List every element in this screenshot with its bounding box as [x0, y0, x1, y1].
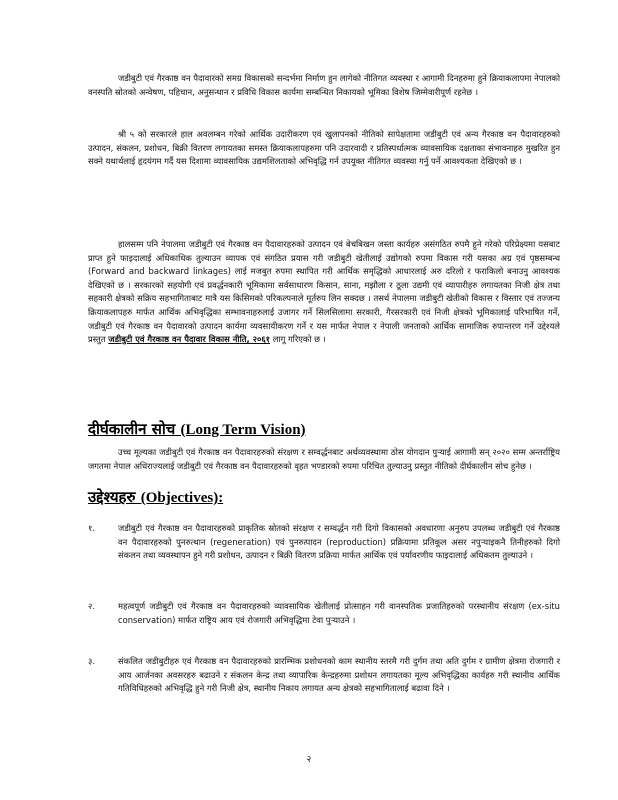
intro-paragraph-2-text: श्री ५ को सरकारले हाल अवलम्बन गरेको आर्थिक उदारीकरण एवं खुलापनको नीतिको सापेक्षतामा जडीबुटी एवं अन्य गैरकाष्ठ वन पैदावारहरुको उत्पादन, संकलन, प्रशोधन, बिक्री वितरण लगायतका समस्त क्रियाकलापहरुमा पनि उदारवादी र प्रतिस्पर्धात्मक व्यावसायिक दक्षताका संभावनाहरु मुखरित हुन सक्ने यथार्थलाई हृदयंगम गर्दै यस दिशामा व्यावसायिक उद्यमशिलताको अभिवृद्धि गर्न उपयुक्त नीतिगत व्यवस्था गर्नु पर्ने आवश्यकता देखिएको छ ।: [88, 129, 560, 167]
vision-paragraph-text: उच्च मूल्यका जडीबुटी एवं गैरकाष्ठ वन पैदावारहरुको संरक्षण र सम्वर्द्धनबाट अर्थव्यवस्थामा ठोस योगदान पुऱ्याई आगामी सन् २०२० सम्म अन्तर्राष्ट्रिय जगतमा नेपाल अधिराज्यलाई जडीबुटी एवं गैरकाष्ठ वन पैदावारहरुको वृहत भण्डारको रुपमा परिचित तुल्याउनु प्रस्तुत नीतिको दीर्घकालीन सोच हुनेछ ।: [88, 447, 560, 471]
objectives-heading-np: उद्देश्यहरु: [88, 488, 136, 506]
intro-paragraph-3: [88, 238, 560, 347]
policy-name: जडीबुटी एवं गैरकाष्ठ वन पैदावार विकास नीति, २०६१: [108, 334, 271, 345]
objective-text: संकलित जडीबुटीहरु एवं गैरकाष्ठ वन पैदावारहरुको प्रारम्भिक प्रशोधनको काम स्थानीय स्तरमै गरी दुर्गम तथा अति दुर्गम र ग्रामीण क्षेत्रमा रोजगारी र आय आर्जनका अवसरहरु बढाउने र संकलन केन्द्र तथा व्यापारिक केन्द्रहरुमा प्रशोधन लगायतका मूल्य अभिवृद्धिका कार्यहरु गरी स्थानीय आर्थिक गतिविधिहरुको अभिवृद्धि हुने गरी निजी क्षेत्र, स्थानीय निकाय लगायत अन्य क्षेत्रको सहभागितालाई बढावा दिने ।: [118, 656, 560, 694]
vision-heading-np: दीर्घकालीन सोच: [88, 420, 176, 438]
intro-paragraph-3-end: लागू गरिएको छ ।: [272, 334, 326, 345]
intro-paragraph-1: [88, 72, 560, 99]
intro-paragraph-3-text: हालसम्म पनि नेपालमा जडीबुटी एवं गैरकाष्ठ वन पैदावारहरुको उत्पादन एवं बेचबिखन जस्ता कार्यहरु असंगठित रुपमै हुने गरेको परिप्रेक्ष्यमा यसबाट प्राप्त हुने फाइदालाई अधिकाधिक तुल्याउन व्यापक एवं संगठित प्रयास गरी जडीबुटी खेतीलाई उद्योगको रुपमा विकास गरी यसका अग्र एवं पृष्ठसम्बन्ध (Forward and backward linkages) लाई मजबुत रुपमा स्थापित गरी आर्थिक समृद्धिको आधारलाई अरु दरिलो र फराकिलो बनाउनु आवश्यक देखिएको छ । सरकारको सहयोगी एवं प्रवर्द्धनकारी भूमिकामा सर्वसाधारण किसान, साना, मझौला र ठूला उद्यमी एवं व्यापारीहरु लगायतका निजी क्षेत्र तथा सहकारी क्षेत्रको सक्रिय सहभागिताबाट मात्रै यस किसिमको परिकल्पनाले मूर्तरुप लिन सक्दछ । तसर्थ नेपालमा जडीबुटी खेतीको विकास र विस्तार एवं तज्जन्य क्रियाकलापहरु मार्फत आर्थिक अभिवृद्धिका सम्भावनाहरुलाई उजागर गर्ने सिलसिलामा सरकारी, गैरसरकारी एवं निजी क्षेत्रको भूमिकालाई परिभाषित गर्ने, जडीबुटी एवं गैरकाष्ठ वन पैदावारको उत्पादन कार्यमा व्यवसायीकरण गर्ने र यस मार्फत नेपाल र नेपाली जनताको आर्थिक सामाजिक रुपान्तरण गर्ने उद्देश्यले प्रस्तुत: [88, 239, 560, 345]
intro-paragraph-2: [88, 128, 560, 169]
objective-text: महत्वपूर्ण जडीबुटी एवं गैरकाष्ठ वन पैदावारहरुको व्यावसायिक खेतीलाई प्रोत्साहन गरी वानस्पतिक प्रजातिहरुको परस्थानीय संरक्षण (ex-situ conservation) मार्फत राष्ट्रिय आय एवं रोजगारी अभिवृद्धिमा टेवा पुऱ्याउने ।: [118, 601, 560, 625]
objective-number: ३.: [88, 656, 96, 666]
objectives-heading-en: (Objectives):: [140, 490, 224, 506]
vision-heading-en: (Long Term Vision): [180, 422, 306, 438]
objective-number: १.: [88, 523, 96, 533]
intro-paragraph-1-text: जडीबुटी एवं गैरकाष्ठ वन पैदावारको समग्र विकासको सन्दर्भमा निर्माण हुन लागेको नीतिगत व्यवस्था र आगामी दिनहरुमा हुने क्रियाकलापमा नेपालको वनस्पति स्रोतको अन्वेषण, पहिचान, अनुसन्धान र प्रविधि विकास कार्यमा सम्बन्धित निकायको भूमिका विशेष जिम्मेवारीपूर्ण रहनेछ ।: [88, 73, 560, 97]
page-number: २: [306, 755, 312, 765]
objective-number: २.: [88, 601, 96, 611]
vision-paragraph: [88, 446, 560, 473]
vision-heading: [88, 420, 306, 439]
objectives-heading: [88, 488, 223, 507]
objective-text: जडीबुटी एवं गैरकाष्ठ वन पैदावारहरुको प्राकृतिक स्रोतको संरक्षण र सम्वर्द्धन गरी दिगो विकासको अवधारणा अनुरुप उपलब्ध जडीबुटी एवं गैरकाष्ठ वन पैदावारहरुको पुनरुत्थान (regeneration) एवं पुनरुत्पादन (reproduction) प्रक्रियामा प्रतिकूल असर नपुऱ्याइकनै तिनीहरुको दिगो संकलन तथा व्यवस्थापन हुने गरी प्रशोधन, उत्पादन र बिक्री वितरण प्रक्रिया मार्फत आर्थिक एवं पर्यावरणीय फाइदालाई अधिकतम तुल्याउने ।: [118, 523, 560, 561]
